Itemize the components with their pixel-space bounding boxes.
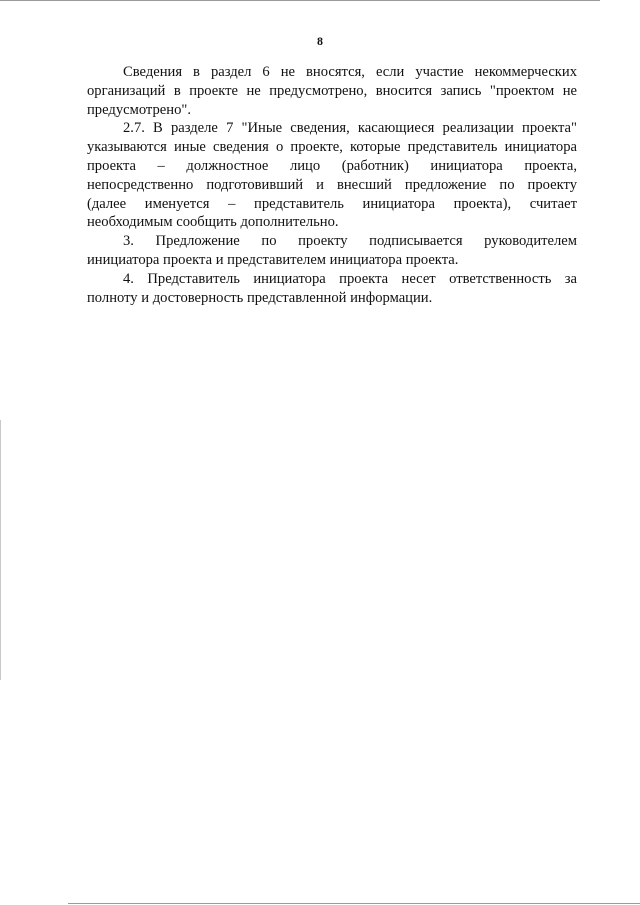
text-line: предусмотрено". <box>87 101 191 118</box>
scan-border-top <box>0 0 600 1</box>
text-line: полноту и достоверность представленной информации. <box>87 289 433 306</box>
text-line: Сведения в раздел 6 не вносятся, если участие некоммерческих <box>123 64 577 80</box>
text-line: 4. Представитель инициатора проекта несет ответственность за <box>123 270 577 287</box>
text-line: 2.7. В разделе 7 "Иные сведения, касающиеся реализации проекта" <box>123 120 577 137</box>
paragraph-3-signing <box>87 232 577 270</box>
paragraph-2-7-other-info <box>87 119 577 232</box>
text-line: проекта – должностное лицо (работник) инициатора проекта, <box>87 157 577 174</box>
text-line: инициатора проекта и представителем инициатора проекта. <box>87 251 459 268</box>
document-body <box>87 63 577 307</box>
text-line: указываются иные сведения о проекте, которые представитель инициатора <box>87 139 577 156</box>
scan-border-bottom <box>68 903 640 904</box>
text-line: организаций в проекте не предусмотрено, вносится запись "проектом не <box>87 82 577 99</box>
text-line: непосредственно подготовивший и внесший предложение по проекту <box>87 176 577 193</box>
text-line: необходимым сообщить дополнительно. <box>87 214 339 231</box>
text-line: (далее именуется – представитель инициатора проекта), считает <box>87 195 577 212</box>
paragraph-section-6-note <box>87 63 577 119</box>
paragraph-4-responsibility <box>87 270 577 308</box>
page-number: 8 <box>317 34 323 48</box>
scan-border-left <box>0 420 1 680</box>
text-line: 3. Предложение по проекту подписывается руководителем <box>123 233 577 250</box>
